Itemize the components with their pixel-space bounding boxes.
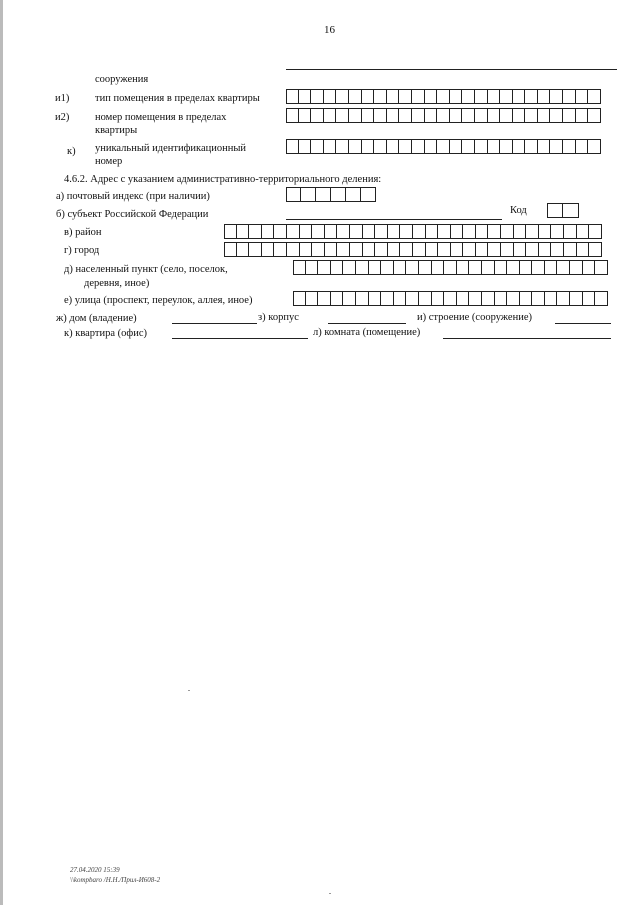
postal-code-cells[interactable]: [286, 187, 376, 202]
input-cell[interactable]: [450, 108, 463, 123]
input-cell[interactable]: [324, 89, 337, 104]
input-cell[interactable]: [525, 89, 538, 104]
input-cell[interactable]: [374, 139, 387, 154]
input-cell[interactable]: [387, 108, 400, 123]
input-cell[interactable]: [539, 242, 552, 257]
street-label: е) улица (проспект, переулок, аллея, иное): [64, 295, 253, 306]
input-cell[interactable]: [563, 203, 579, 218]
input-cell[interactable]: [349, 139, 362, 154]
input-cell[interactable]: [588, 139, 601, 154]
input-cell[interactable]: [495, 291, 508, 306]
input-cell[interactable]: [387, 139, 400, 154]
input-cell[interactable]: [513, 139, 526, 154]
input-cell[interactable]: [476, 224, 489, 239]
input-cell[interactable]: [577, 242, 590, 257]
i2-code: и2): [55, 112, 70, 123]
input-cell[interactable]: [426, 224, 439, 239]
input-cell[interactable]: [500, 108, 513, 123]
input-cell[interactable]: [412, 139, 425, 154]
input-cell[interactable]: [286, 139, 299, 154]
input-cell[interactable]: [362, 89, 375, 104]
structure-line[interactable]: [555, 323, 611, 324]
input-cell[interactable]: [545, 291, 558, 306]
input-cell[interactable]: [462, 139, 475, 154]
settlement-cells[interactable]: [293, 260, 608, 275]
footer-path: \\kompbaro /Н.Н./Прил-И608-2: [70, 876, 161, 884]
i2-label-line2: квартиры: [95, 125, 138, 136]
i1-code: и1): [55, 93, 70, 104]
input-cell[interactable]: [324, 139, 337, 154]
input-cell[interactable]: [576, 139, 589, 154]
input-cell[interactable]: [311, 139, 324, 154]
input-cell[interactable]: [249, 242, 262, 257]
input-cell[interactable]: [482, 260, 495, 275]
input-cell[interactable]: [312, 242, 325, 257]
input-cell[interactable]: [520, 291, 533, 306]
input-cell[interactable]: [349, 89, 362, 104]
input-cell[interactable]: [387, 89, 400, 104]
input-cell[interactable]: [437, 89, 450, 104]
input-cell[interactable]: [400, 224, 413, 239]
kod-cells[interactable]: [547, 203, 579, 218]
input-cell[interactable]: [576, 89, 589, 104]
input-cell[interactable]: [463, 224, 476, 239]
input-cell[interactable]: [501, 224, 514, 239]
input-cell[interactable]: [475, 139, 488, 154]
input-cell[interactable]: [412, 89, 425, 104]
input-cell[interactable]: [476, 242, 489, 257]
input-cell[interactable]: [513, 108, 526, 123]
input-cell[interactable]: [369, 291, 382, 306]
input-cell[interactable]: [501, 242, 514, 257]
input-cell[interactable]: [237, 224, 250, 239]
input-cell[interactable]: [551, 242, 564, 257]
input-cell[interactable]: [475, 108, 488, 123]
input-cell[interactable]: [539, 224, 552, 239]
input-cell[interactable]: [381, 260, 394, 275]
input-cell[interactable]: [538, 89, 551, 104]
input-cell[interactable]: [495, 260, 508, 275]
input-cell[interactable]: [274, 242, 287, 257]
input-cell[interactable]: [312, 224, 325, 239]
input-cell[interactable]: [488, 224, 501, 239]
settlement-label-line1: д) населенный пункт (село, поселок,: [64, 264, 228, 275]
district-label: в) район: [64, 227, 102, 238]
input-cell[interactable]: [438, 242, 451, 257]
input-cell[interactable]: [488, 89, 501, 104]
city-label: г) город: [64, 245, 100, 256]
input-cell[interactable]: [514, 242, 527, 257]
input-cell[interactable]: [356, 291, 369, 306]
input-cell[interactable]: [363, 242, 376, 257]
input-cell[interactable]: [336, 139, 349, 154]
input-cell[interactable]: [482, 291, 495, 306]
input-cell[interactable]: [224, 242, 237, 257]
input-cell[interactable]: [583, 260, 596, 275]
input-cell[interactable]: [343, 291, 356, 306]
input-cell[interactable]: [538, 108, 551, 123]
input-cell[interactable]: [286, 187, 301, 202]
city-cells[interactable]: [224, 242, 602, 257]
input-cell[interactable]: [325, 224, 338, 239]
apartment-label: к) квартира (офис): [64, 328, 147, 339]
k-label-line1: уникальный идентификационный: [95, 143, 247, 154]
input-cell[interactable]: [450, 139, 463, 154]
scan-speck: [329, 893, 331, 894]
section-heading: 4.6.2. Адрес с указанием административно-территориального деления:: [64, 174, 382, 185]
input-cell[interactable]: [488, 139, 501, 154]
top-rule-line: [286, 69, 617, 70]
input-cell[interactable]: [425, 89, 438, 104]
input-cell[interactable]: [306, 291, 319, 306]
input-cell[interactable]: [526, 242, 539, 257]
input-cell[interactable]: [500, 89, 513, 104]
input-cell[interactable]: [513, 89, 526, 104]
input-cell[interactable]: [336, 108, 349, 123]
input-cell[interactable]: [399, 139, 412, 154]
input-cell[interactable]: [437, 139, 450, 154]
postal-code-label: а) почтовый индекс (при наличии): [56, 191, 210, 202]
input-cell[interactable]: [588, 108, 601, 123]
building-line[interactable]: [328, 323, 406, 324]
input-cell[interactable]: [301, 187, 316, 202]
input-cell[interactable]: [576, 108, 589, 123]
house-line[interactable]: [172, 323, 257, 324]
input-cell[interactable]: [337, 224, 350, 239]
input-cell[interactable]: [438, 224, 451, 239]
input-cell[interactable]: [526, 224, 539, 239]
input-cell[interactable]: [425, 139, 438, 154]
input-cell[interactable]: [293, 291, 306, 306]
input-cell[interactable]: [388, 224, 401, 239]
input-cell[interactable]: [538, 139, 551, 154]
input-cell[interactable]: [381, 291, 394, 306]
input-cell[interactable]: [488, 108, 501, 123]
input-cell[interactable]: [564, 242, 577, 257]
input-cell[interactable]: [311, 108, 324, 123]
input-cell[interactable]: [507, 291, 520, 306]
input-cell[interactable]: [444, 291, 457, 306]
continuation-label: сооружения: [95, 74, 149, 85]
structure-label: и) строение (сооружение): [417, 312, 532, 323]
input-cell[interactable]: [406, 260, 419, 275]
apartment-line[interactable]: [172, 338, 308, 339]
input-cell[interactable]: [589, 224, 602, 239]
input-cell[interactable]: [557, 291, 570, 306]
input-cell[interactable]: [374, 108, 387, 123]
input-cell[interactable]: [316, 187, 331, 202]
input-cell[interactable]: [237, 242, 250, 257]
input-cell[interactable]: [306, 260, 319, 275]
input-cell[interactable]: [520, 260, 533, 275]
input-cell[interactable]: [525, 108, 538, 123]
input-cell[interactable]: [507, 260, 520, 275]
scan-edge: [0, 0, 3, 905]
input-cell[interactable]: [331, 260, 344, 275]
input-cell[interactable]: [318, 291, 331, 306]
input-cell[interactable]: [287, 224, 300, 239]
input-cell[interactable]: [343, 260, 356, 275]
input-cell[interactable]: [532, 291, 545, 306]
k-label-line2: номер: [95, 156, 123, 167]
input-cell[interactable]: [350, 242, 363, 257]
k-cells[interactable]: [286, 139, 601, 154]
input-cell[interactable]: [325, 242, 338, 257]
room-line[interactable]: [443, 338, 611, 339]
subject-line[interactable]: [286, 219, 502, 220]
input-cell[interactable]: [426, 242, 439, 257]
input-cell[interactable]: [451, 242, 464, 257]
i2-cells[interactable]: [286, 108, 601, 123]
input-cell[interactable]: [406, 291, 419, 306]
input-cell[interactable]: [413, 242, 426, 257]
input-cell[interactable]: [293, 260, 306, 275]
input-cell[interactable]: [545, 260, 558, 275]
input-cell[interactable]: [349, 108, 362, 123]
input-cell[interactable]: [500, 139, 513, 154]
input-cell[interactable]: [570, 260, 583, 275]
input-cell[interactable]: [375, 242, 388, 257]
input-cell[interactable]: [588, 89, 601, 104]
input-cell[interactable]: [300, 224, 313, 239]
input-cell[interactable]: [419, 291, 432, 306]
footer-date: 27.04.2020 15:39: [70, 866, 120, 874]
input-cell[interactable]: [374, 89, 387, 104]
scan-speck: [188, 690, 190, 691]
input-cell[interactable]: [394, 260, 407, 275]
district-cells[interactable]: [224, 224, 602, 239]
input-cell[interactable]: [550, 139, 563, 154]
input-cell[interactable]: [286, 89, 299, 104]
input-cell[interactable]: [469, 260, 482, 275]
input-cell[interactable]: [388, 242, 401, 257]
input-cell[interactable]: [369, 260, 382, 275]
input-cell[interactable]: [299, 139, 312, 154]
input-cell[interactable]: [550, 108, 563, 123]
input-cell[interactable]: [356, 260, 369, 275]
input-cell[interactable]: [570, 291, 583, 306]
i1-label: тип помещения в пределах квартиры: [95, 93, 260, 104]
input-cell[interactable]: [362, 108, 375, 123]
input-cell[interactable]: [550, 89, 563, 104]
input-cell[interactable]: [563, 89, 576, 104]
input-cell[interactable]: [399, 108, 412, 123]
input-cell[interactable]: [437, 108, 450, 123]
input-cell[interactable]: [563, 108, 576, 123]
input-cell[interactable]: [514, 224, 527, 239]
input-cell[interactable]: [532, 260, 545, 275]
input-cell[interactable]: [299, 89, 312, 104]
input-cell[interactable]: [331, 187, 346, 202]
input-cell[interactable]: [451, 224, 464, 239]
input-cell[interactable]: [286, 108, 299, 123]
input-cell[interactable]: [362, 139, 375, 154]
kod-label: Код: [510, 205, 527, 216]
input-cell[interactable]: [346, 187, 361, 202]
input-cell[interactable]: [262, 242, 275, 257]
input-cell[interactable]: [419, 260, 432, 275]
input-cell[interactable]: [469, 291, 482, 306]
input-cell[interactable]: [331, 291, 344, 306]
input-cell[interactable]: [287, 242, 300, 257]
input-cell[interactable]: [444, 260, 457, 275]
input-cell[interactable]: [224, 224, 237, 239]
input-cell[interactable]: [457, 291, 470, 306]
street-cells[interactable]: [293, 291, 608, 306]
input-cell[interactable]: [564, 224, 577, 239]
input-cell[interactable]: [363, 224, 376, 239]
input-cell[interactable]: [337, 242, 350, 257]
input-cell[interactable]: [262, 224, 275, 239]
input-cell[interactable]: [324, 108, 337, 123]
input-cell[interactable]: [589, 242, 602, 257]
input-cell[interactable]: [412, 108, 425, 123]
input-cell[interactable]: [547, 203, 563, 218]
input-cell[interactable]: [400, 242, 413, 257]
input-cell[interactable]: [375, 224, 388, 239]
input-cell[interactable]: [577, 224, 590, 239]
input-cell[interactable]: [311, 89, 324, 104]
input-cell[interactable]: [450, 89, 463, 104]
house-label: ж) дом (владение): [56, 313, 137, 324]
subject-label: б) субъект Российской Федерации: [56, 209, 209, 220]
input-cell[interactable]: [318, 260, 331, 275]
input-cell[interactable]: [432, 260, 445, 275]
input-cell[interactable]: [249, 224, 262, 239]
i2-label-line1: номер помещения в пределах: [95, 112, 227, 123]
input-cell[interactable]: [361, 187, 376, 202]
settlement-label-line2: деревня, иное): [84, 278, 150, 289]
input-cell[interactable]: [595, 260, 608, 275]
input-cell[interactable]: [488, 242, 501, 257]
k-code: к): [67, 146, 76, 157]
input-cell[interactable]: [583, 291, 596, 306]
input-cell[interactable]: [557, 260, 570, 275]
input-cell[interactable]: [525, 139, 538, 154]
building-label: з) корпус: [258, 312, 299, 323]
input-cell[interactable]: [336, 89, 349, 104]
input-cell[interactable]: [463, 242, 476, 257]
input-cell[interactable]: [462, 108, 475, 123]
input-cell[interactable]: [413, 224, 426, 239]
input-cell[interactable]: [274, 224, 287, 239]
input-cell[interactable]: [563, 139, 576, 154]
input-cell[interactable]: [551, 224, 564, 239]
input-cell[interactable]: [432, 291, 445, 306]
input-cell[interactable]: [595, 291, 608, 306]
i1-cells[interactable]: [286, 89, 601, 104]
page-number: 16: [324, 24, 335, 36]
input-cell[interactable]: [425, 108, 438, 123]
input-cell[interactable]: [475, 89, 488, 104]
input-cell[interactable]: [350, 224, 363, 239]
room-label: л) комната (помещение): [313, 327, 421, 338]
input-cell[interactable]: [457, 260, 470, 275]
input-cell[interactable]: [462, 89, 475, 104]
input-cell[interactable]: [299, 108, 312, 123]
input-cell[interactable]: [399, 89, 412, 104]
input-cell[interactable]: [300, 242, 313, 257]
input-cell[interactable]: [394, 291, 407, 306]
